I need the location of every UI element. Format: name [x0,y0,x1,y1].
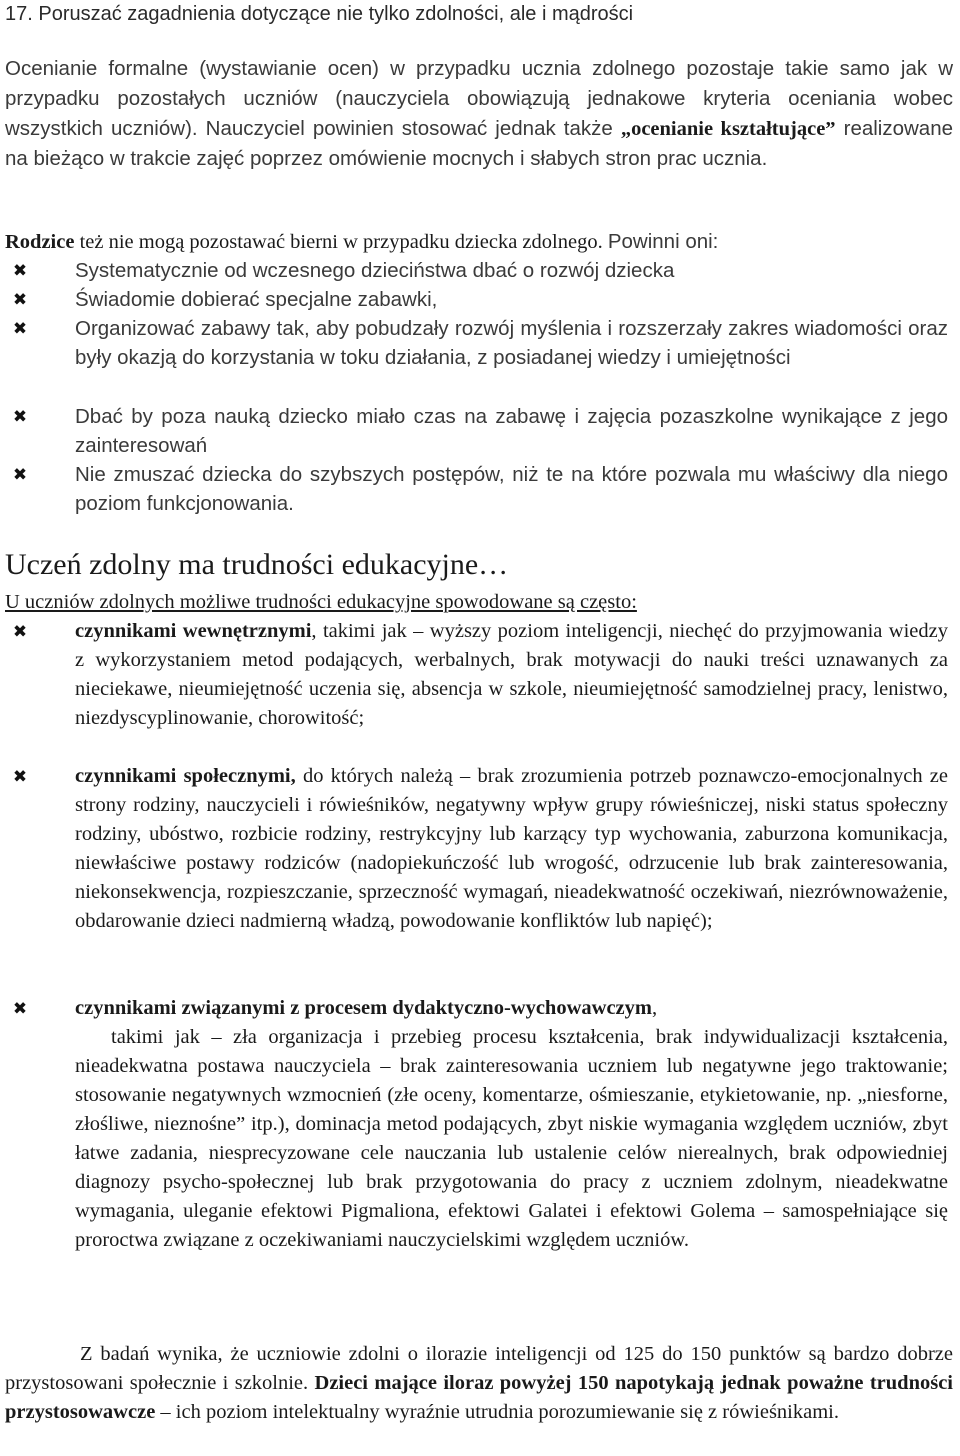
assessment-text-c: realizowane na bieżąco w trakcie zajęć poprzez omówienie mocnych i słabych stron prac ucznia. [5,117,954,170]
difficulty-description: do których należą – brak zrozumienia potrzeb poznawczo-emocjonalnych ze strony rodziny, nauczycieli i rówieśników, negatywny wpływ grupy rówieśniczej, niski status społeczny rodziny, ubóstwo, rozbicie rodziny, restrykcyjny lub karzący typ wychowania, zaburzona komunikacja, niewłaściwe postawy rodziców (nadopiekuńczość lub wrogość, odrzucenie lub brak zainteresowania, niekonsekwencja, rozpieszczanie, sprzeczność wymagań, nieadekwatność oczekiwań, niezrównoważenie, obdarowanie dzieci nadmierną władzą, powodowanie konfliktów lub napięć); [75,765,948,932]
parent-bullet-text: Dbać by poza nauką dziecko miało czas na zabawę i zajęcia pozaszkolne wynikające z jego zainteresowań [75,405,948,457]
parents-text-tail: Powinni oni: [607,230,719,253]
cross-mark-icon: ✖ [12,464,28,485]
difficulty-term: czynnikami społecznymi, [75,765,296,787]
item-17-heading: 17. Poruszać zagadnienia dotyczące nie tylko zdolności, ale i mądrości [5,3,634,25]
parent-bullet-text: Organizować zabawy tak, aby pobudzały rozwój myślenia i rozszerzały zakres wiadomości oraz były okazją do korzystania w toku działania, z posiadanej wiedzy i umiejętności [75,317,948,369]
cross-mark-icon: ✖ [12,260,28,281]
parent-bullet-3 [0,314,948,372]
difficulty-punct: , [651,997,658,1019]
parent-bullet-2 [0,285,948,314]
final-bold-text: Dzieci mające iloraz powyżej 150 napotykają jednak poważne trudności przystosowawcze [5,1372,953,1423]
cross-mark-icon: ✖ [12,318,28,339]
difficulties-intro: U uczniów zdolnych możliwe trudności edukacyjne spowodowane są często: [5,591,637,613]
parents-term: Rodzice [5,231,75,253]
cross-mark-icon: ✖ [12,998,28,1019]
formative-assessment-term: „ocenianie kształtujące” [620,118,836,140]
cross-mark-icon: ✖ [12,289,28,310]
cross-mark-icon: ✖ [12,406,28,427]
parents-text: też nie mogą pozostawać bierni w przypadku dziecka zdolnego. [74,231,608,253]
parent-bullet-1 [0,256,948,285]
assessment-paragraph [5,54,953,174]
cross-mark-icon: ✖ [12,621,28,642]
parent-bullet-text: Nie zmuszać dziecka do szybszych postępów, niż te na które pozwala mu właściwy dla niego poziom funkcjonowania. [75,463,948,515]
difficulty-bullet-social [0,762,948,936]
assessment-text-a: Ocenianie formalne (wystawianie ocen) w przypadku ucznia zdolnego pozostaje takie samo jak w przypadku pozostałych uczniów (nauczyciela obowiązują jednakowe kryteria oceniania wobec wszystkich uczniów). [5,57,953,140]
parent-bullet-text: Systematycznie od wczesnego dzieciństwa dbać o rozwój dziecka [75,259,675,282]
difficulty-bullet-didactic-continuation [0,1023,948,1255]
final-paragraph [5,1340,953,1427]
difficulty-bullet-internal [0,617,948,733]
parent-bullet-5 [0,460,948,518]
difficulty-bullet-text [75,762,948,936]
cross-mark-icon: ✖ [12,766,28,787]
difficulty-description: , takimi jak – wyższy poziom inteligencji, niechęć do przyjmowania wiedzy z wykorzystaniem metod podających, werbalnych, brak motywacji do nauki treści uznawanych za nieciekawe, nieumiejętność uczenia się, absencja w szkole, nieumiejętność samodzielnej pracy, lenistwo, niezdyscyplinowanie, chorowitość; [75,620,948,729]
final-text: Z badań wynika, że uczniowie zdolni o ilorazie inteligencji od 125 do 150 punktów są bardzo dobrze przystosowani społecznie i szkolnie. [5,1343,953,1394]
difficulty-bullet-text [75,617,948,733]
difficulty-term: czynnikami związanymi z procesem dydaktyczno-wychowawczym [75,997,652,1019]
difficulty-bullet-text [75,994,948,1023]
parents-paragraph [5,227,953,257]
section-heading: Uczeń zdolny ma trudności edukacyjne… [5,548,509,581]
parent-bullet-4 [0,402,948,460]
assessment-text-b: Nauczyciel powinien stosować jednak także [205,117,621,140]
parent-bullet-text: Świadomie dobierać specjalne zabawki, [75,288,438,311]
difficulty-description: takimi jak – zła organizacja i przebieg procesu kształcenia, brak indywidualizacji kształcenia, nieadekwatna postawa nauczyciela – brak zainteresowania uczniem lub negatywne jego traktowanie; stosowanie negatywnych wzmocnień (złe oceny, komentarze, ośmieszanie, etykietowanie, np. „niesforne, złośliwe, nieznośne” itp.), dominacja metod podających, zbyt niskie wymagania względem uczniów, zbyt łatwe zadania, niesprecyzowane cele nauczania lub ustalenie celów nierealnych, brak odpowiedniej diagnozy psycho-społecznej lub brak przygotowania do pracy z uczniem zdolnym, nieadekwatne wymagania, uleganie efektowi Pigmaliona, efektowi Galatei i efektowi Golema – samospełniające się proroctwa związane z oczekiwaniami nauczycielskimi względem uczniów. [75,1026,948,1251]
difficulty-bullet-didactic [0,994,948,1023]
final-text-tail: – ich poziom intelektualny wyraźnie utrudnia porozumiewanie się z rówieśnikami. [155,1401,839,1423]
difficulty-term: czynnikami wewnętrznymi [75,620,312,642]
